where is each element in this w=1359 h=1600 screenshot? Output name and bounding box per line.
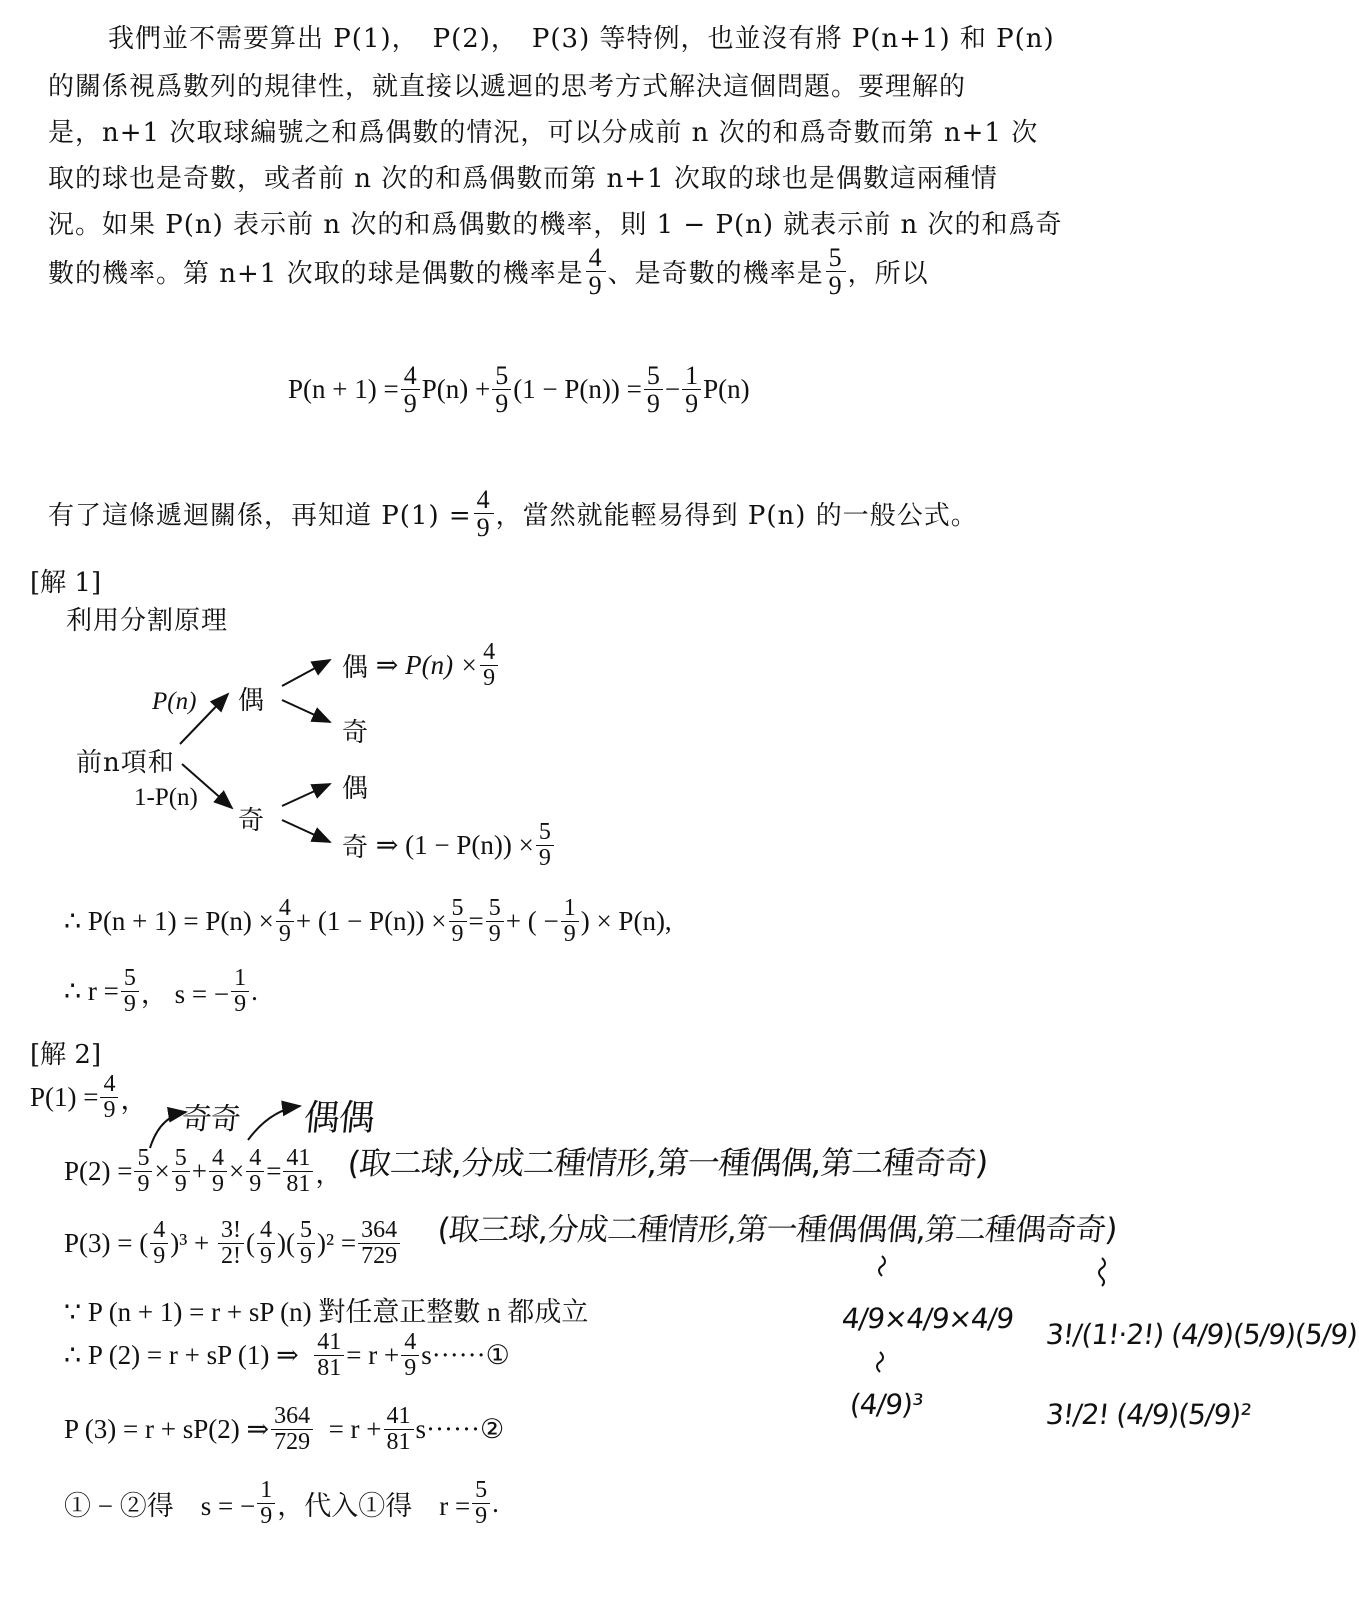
fraction-4-9: $\frac{4}{9}$ [150,1218,168,1269]
fraction-4-9: $\frac{4}{9}$ [100,1072,118,1123]
solution-2-p1: P(1) = $\frac{4}{9}$ ， [30,1071,148,1124]
fraction-5-9: $\frac{5}{9}$ [297,1218,315,1269]
fraction-41-81: $\frac{41}{81}$ [384,1404,414,1455]
fraction-1-9: $\frac{1}{9}$ [231,966,249,1017]
solution-2-eq1: ∴ P (2) = r + sP (1) ⇒ $\frac{41}{81}$ = r + $\frac{4}{9}$ s······① [64,1329,510,1382]
handwritten-left-result: (4/9)³ [848,1388,924,1421]
fraction-4-9: $\frac{4}{9}$ [474,486,494,542]
intro-line-1: 我們並不需要算出 P(1)， P(2)， P(3) 等特例，也並沒有將 P(n+1) 和 P(n) [108,24,1055,54]
fraction-41-81: $\frac{41}{81}$ [283,1146,313,1197]
arrow-odd-to-even [282,784,330,806]
fraction-4-9: $\frac{4}{9}$ [209,1146,227,1197]
fraction-4-9: $\frac{4}{9}$ [276,896,294,947]
solution-1-line-1: ∴ P(n + 1) = P(n) × $\frac{4}{9}$ + (1 − P(n)) × $\frac{5}{9}$ = $\frac{5}{9}$ + ( − $\frac{1}{9}$ ) × P(n), [64,895,672,948]
intro-line-3: 是，n+1 次取球編號之和爲偶數的情況，可以分成前 n 次的和爲奇數而第 n+1 次 [48,118,1039,148]
intro-line-6a: 數的機率。第 n+1 次取的球是偶數的機率是 [48,259,584,290]
tree-root: 前n項和 [76,748,175,778]
solution-1-subtitle: 利用分割原理 [66,606,229,636]
fraction-1-9: $\frac{1}{9}$ [561,896,579,947]
fraction-364-729: $\frac{364}{729}$ [271,1404,313,1455]
tree-leaf-odd-even: 偶 [342,774,370,804]
arrow-root-to-odd [182,764,232,808]
fraction-5-9: $\frac{5}{9}$ [492,362,511,418]
fraction-1-9: $\frac{1}{9}$ [257,1478,275,1529]
fraction-5-9: $\frac{5}{9}$ [449,896,467,947]
solution-2-eq2: P (3) = r + sP(2) ⇒ $\frac{364}{729}$ = r + $\frac{41}{81}$ s······② [64,1403,505,1456]
fraction-4-9: $\frac{4}{9}$ [401,362,420,418]
arrow-root-to-even [180,694,228,744]
intro-line-6b: 、是奇數的機率是 [607,259,824,290]
tree-label-pn: P(n) [152,688,197,715]
solution-2-header: [解 2] [30,1040,102,1070]
fraction-3fact-2fact: $\frac{3!}{2!}$ [218,1218,244,1269]
fraction-5-9: $\frac{5}{9}$ [172,1146,190,1197]
intro-line-4: 取的球也是奇數，或者前 n 次的和爲偶數而第 n+1 次取的球也是偶數這兩種情 [48,164,998,194]
hw-pointer-left [879,1256,885,1276]
fraction-1-9: $\frac{1}{9}$ [682,362,701,418]
solution-2-p2: P(2) = $\frac{5}{9}$ × $\frac{5}{9}$ + $\frac{4}{9}$ × $\frac{4}{9}$ = $\frac{41}{81}$ ， [64,1145,343,1198]
arrow-even-to-odd [282,700,330,722]
intro-line-2: 的關係視爲數列的規律性，就直接以遞迴的思考方式解決這個問題。要理解的 [48,72,967,102]
tree-leaf-even-even: 偶 ⇒ P(n) × $\frac{4}{9}$ [342,640,500,691]
recurrence-comment: 有了這條遞迴關係，再知道 P(1) = $\frac{4}{9}$ ，當然就能輕易得到 P(n) 的一般公式。 [48,485,978,543]
hw-pointer-left-2 [877,1352,883,1372]
fraction-4-9: $\frac{4}{9}$ [480,640,498,691]
handwritten-ouou: 偶偶 [301,1098,376,1139]
fraction-5-9: $\frac{5}{9}$ [536,820,554,871]
solution-2-final: ① − ②得 s = − $\frac{1}{9}$ ，代入①得 r = $\frac{5}{9}$ . [64,1477,499,1530]
arrow-even-to-even [282,660,330,686]
fraction-364-729: $\frac{364}{729}$ [358,1218,400,1269]
solution-2-since: ∵ P (n + 1) = r + sP (n) 對任意正整數 n 都成立 [64,1297,589,1327]
main-equation: P(n + 1) = $\frac{4}{9}$ P(n) + $\frac{5}{9}$ (1 − P(n)) = $\frac{5}{9}$ − $\frac{1}{9}$ P(n) [288,361,750,419]
solution-1-header: [解 1] [30,568,102,598]
fraction-5-9: $\frac{5}{9}$ [826,244,846,300]
fraction-4-9: $\frac{4}{9}$ [586,244,606,300]
fraction-5-9: $\frac{5}{9}$ [486,896,504,947]
handwritten-note-2: (取三球,分成二種情形,第一種偶偶偶,第二種偶奇奇) [435,1212,1119,1248]
tree-label-1-minus-pn: 1-P(n) [134,784,198,811]
intro-line-5: 況。如果 P(n) 表示前 n 次的和爲偶數的機率，則 1 − P(n) 就表示前 n 次的和爲奇 [48,210,1063,240]
intro-line-6c: ，所以 [847,259,929,290]
solution-2-p3: P(3) = ( $\frac{4}{9}$ )³ + $\frac{3!}{2!}$ ( $\frac{4}{9}$ )( $\frac{5}{9}$ )² = $\frac{364}{729}$ [64,1218,402,1269]
tree-node-odd: 奇 [238,806,266,836]
tree-leaf-odd-odd: 奇 ⇒ (1 − P(n)) × $\frac{5}{9}$ [342,820,556,871]
fraction-4-9: $\frac{4}{9}$ [246,1146,264,1197]
handwritten-right-calc-2: 3!/2! (4/9)(5/9)² [1044,1398,1253,1431]
fraction-41-81: $\frac{41}{81}$ [314,1330,344,1381]
handwritten-note-1: (取二球,分成二種情形,第一種偶偶,第二種奇奇) [345,1144,990,1182]
handwritten-right-calc-1: 3!/(1!·2!) (4/9)(5/9)(5/9) [1044,1318,1359,1351]
fraction-4-9: $\frac{4}{9}$ [401,1330,419,1381]
arrow-odd-to-odd [282,820,330,842]
handwritten-qiqi: 奇奇 [179,1102,242,1137]
hw-arrow-ouou [248,1106,300,1140]
fraction-5-9: $\frac{5}{9}$ [121,966,139,1017]
solution-1-line-2: ∴ r = $\frac{5}{9}$ ， s = − $\frac{1}{9}$ . [64,965,258,1018]
tree-leaf-even-odd: 奇 [342,718,370,748]
hw-pointer-right [1099,1258,1105,1286]
fraction-5-9: $\frac{5}{9}$ [472,1478,490,1529]
handwritten-left-calc: 4/9×4/9×4/9 [840,1302,1015,1335]
fraction-5-9: $\frac{5}{9}$ [644,362,663,418]
fraction-4-9: $\frac{4}{9}$ [257,1218,275,1269]
tree-node-even: 偶 [238,686,266,716]
fraction-5-9: $\frac{5}{9}$ [134,1146,152,1197]
